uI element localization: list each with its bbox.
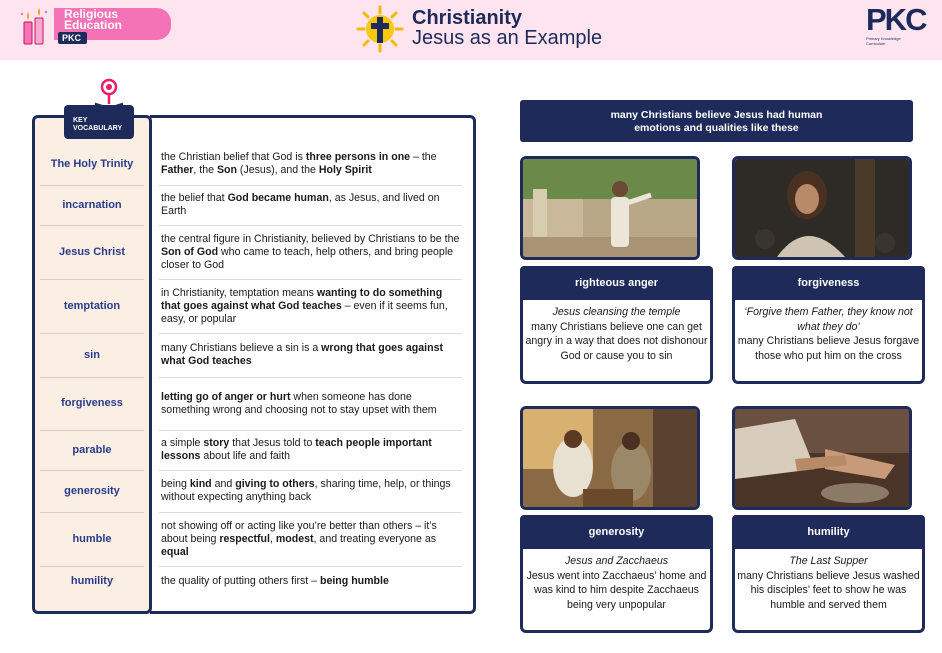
vocab-term: Jesus Christ [58,246,126,258]
candles-icon [18,6,52,46]
vocab-definition: the central figure in Christianity, believed by Christians to be the Son of God who came to teach, help others, and bring people closer to God [161,232,460,271]
vocab-term: parable [72,444,112,456]
badge-line2: Education [64,18,123,32]
jesus-zacchaeus-photo [520,406,700,510]
vocab-definition: being kind and giving to others, sharing time, help, or things without expecting anything back [161,478,451,503]
vocab-divider [159,377,462,378]
vocab-divider [159,333,462,334]
vocab-definition: not showing off or acting like you’re better than others – it’s about being respectful, modest, and treating everyone as equal [161,519,437,558]
jesus-temple-photo [520,156,700,260]
vocab-definition: many Christians believe a sin is a wrong that goes against what God teaches [161,342,443,367]
banner-line1: many Christians believe Jesus had human [610,109,823,121]
vocab-divider [159,225,462,226]
religious-education-badge [18,6,171,46]
vocab-term: The Holy Trinity [50,158,134,170]
vocab-definition: letting go of anger or hurt when someone has done something wrong and choosing not to stay upset with them [161,390,437,416]
vocab-definition: the quality of putting others first – being humble [161,574,389,587]
quality-card-example: The Last Supper [789,555,868,567]
vocab-term: sin [84,349,100,361]
vocab-definition: the Christian belief that God is three persons in one – the Father, the Son (Jesus), and the Holy Spirit [161,151,437,176]
qualities-banner [520,100,913,142]
vocab-definition: a simple story that Jesus told to teach people important lessons about life and faith [161,437,432,462]
quality-card-body [732,300,925,384]
key-vocabulary-line2: VOCABULARY [73,125,123,132]
quality-card-text: many Christians believe one can get angry in a way that does not dishonour God or cause you to sin [525,320,708,362]
vocab-divider [159,430,462,431]
page-header [0,0,942,60]
quality-card-title: humility [732,515,925,549]
banner-line2: emotions and qualities like these [634,122,799,134]
quality-card-body [732,549,925,633]
vocab-term: humility [70,575,114,587]
vocab-term: incarnation [62,199,122,211]
vocab-divider [159,185,462,186]
quality-card-title: generosity [520,515,713,549]
vocab-definition: in Christianity, temptation means wanting to do something that goes against what God teaches – even if it seems fun, easy, or popular [161,286,448,325]
vocab-term: temptation [63,300,121,312]
vocab-divider [159,566,462,567]
quality-card-title: forgiveness [732,266,925,300]
vocab-term: forgiveness [61,397,123,409]
badge-line1: Religious [64,7,119,21]
quality-card-example: Jesus cleansing the temple [552,306,681,318]
key-vocabulary-line1: KEY [73,117,88,124]
badge-pkc: PKC [58,32,87,44]
jesus-forgiveness-photo [732,156,912,260]
quality-card-example: Jesus and Zacchaeus [564,555,669,567]
key-vocabulary-tab [64,105,134,139]
vocab-divider [159,279,462,280]
quality-card-text: many Christians believe Jesus washed his disciples’ feet to show he was humble and served them [737,569,920,611]
quality-card-text: Jesus went into Zacchaeus’ home and was kind to him despite Zacchaeus being very unpopular [526,569,707,611]
badge-label [64,9,122,31]
pkc-logo-tagline2: Curriculum [866,41,886,46]
vocab-term: generosity [64,485,120,497]
pkc-logo-text: PKC [866,2,926,37]
page-subtitle: Jesus as an Example [412,27,603,49]
vocab-definition: the belief that God became human, as Jesus, and lived on Earth [161,192,440,217]
cross-sun-icon [356,5,404,53]
quality-card-text: many Christians believe Jesus forgave those who put him on the cross [737,335,920,362]
quality-card-body [520,549,713,633]
vocab-divider [159,512,462,513]
quality-card-example: ‘Forgive them Father, they know not what they do’ [744,306,913,333]
vocab-divider [159,470,462,471]
foot-washing-photo [732,406,912,510]
pkc-logo-tagline1: Primary Knowledge [866,36,901,41]
vocab-term: humble [72,533,112,545]
quality-card-body [520,300,713,384]
quality-card-title: righteous anger [520,266,713,300]
pkc-logo [866,4,936,54]
page-title: Christianity [412,7,523,29]
